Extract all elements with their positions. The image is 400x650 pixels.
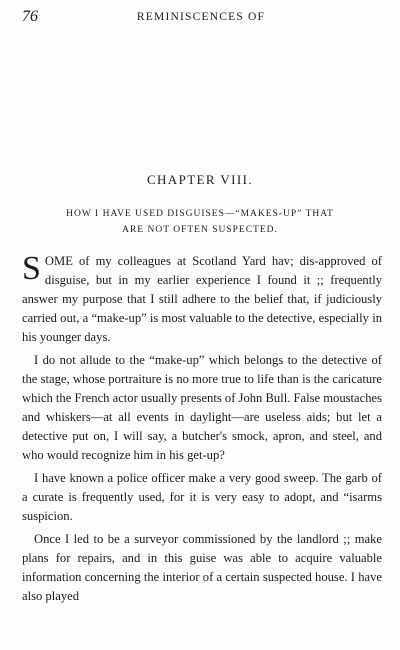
page-number: 76 (22, 8, 38, 25)
page-header (22, 8, 380, 30)
paragraph-1 (22, 252, 382, 347)
paragraph-1-text: of my colleagues at Scotland Yard hav; dis-approved of disguise, but in my earlier experience I found it ;; frequently answer my purpose that I still adhere to the belief that, if judiciously carried out, a “make-up” is most valuable to the detective, especially in his younger days. (22, 254, 382, 344)
chapter-subtitle-line-1: HOW I HAVE USED DISGUISES—“MAKES-UP” THAT (66, 209, 334, 219)
paragraph-3: I have known a police officer make a very good sweep. The garb of a curate is frequently used, for it is very easy to adopt, and “isarms suspicion. (22, 471, 382, 523)
opening-small-caps: OME (44, 254, 73, 268)
running-head: REMINISCENCES OF (136, 11, 266, 23)
body-text (22, 252, 382, 606)
paragraph-2: I do not allude to the “make-up” which belongs to the detective of the stage, whose portraiture is no more true to life than is the caricature which the French actor usually presents of John Bull. False moustaches and whiskers—at all events in daylight—are useless aids; but let a detective put on, I will say, a butcher's smock, apron, and steel, and who would recognize him in his get-up? (22, 353, 382, 462)
chapter-title: CHAPTER VIII. (146, 172, 254, 187)
chapter-subtitle-line-2: ARE NOT OFTEN SUSPECTED. (122, 225, 278, 235)
drop-cap: S (22, 250, 41, 287)
chapter-subtitle (50, 206, 350, 238)
paragraph-4: Once I led to be a surveyor commissioned by the landlord ;; make plans for repairs, and in this guise was able to acquire valuable information concerning the interior of a certain suspected house. I have also played (22, 532, 382, 603)
